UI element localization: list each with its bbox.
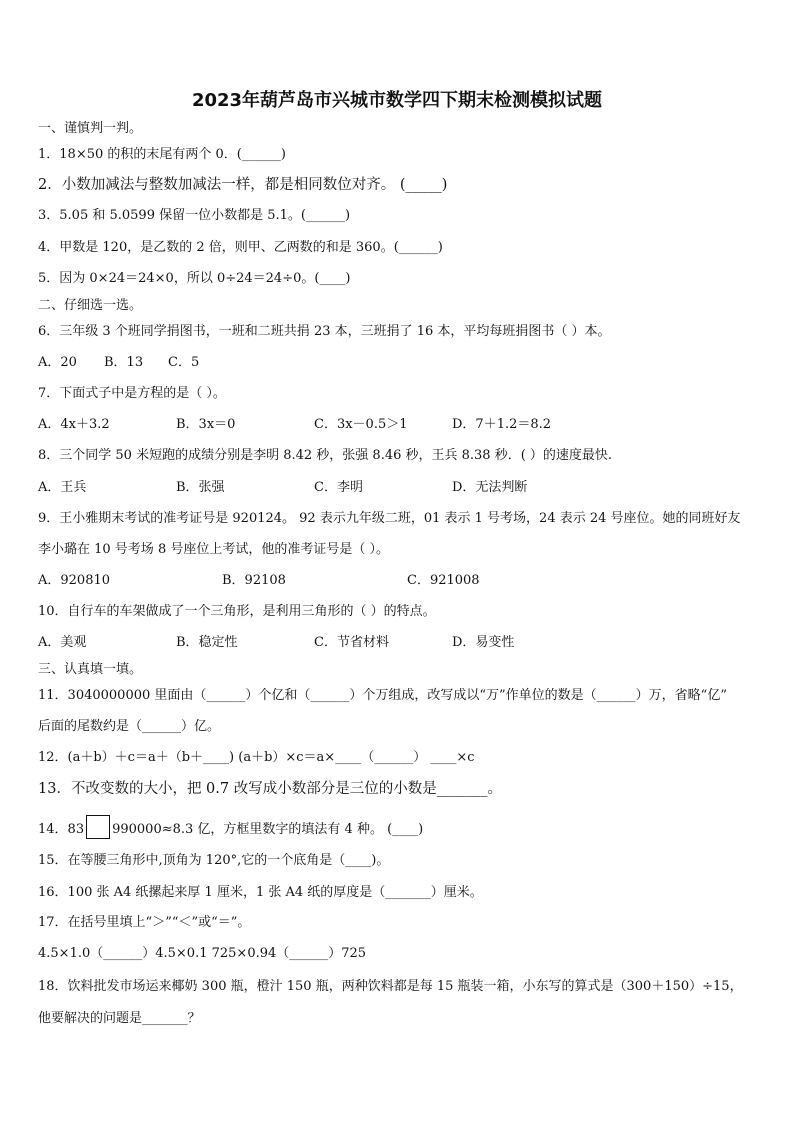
question-14 bbox=[38, 815, 423, 839]
question-17-line-2: 4.5×1.0（______）4.5×0.1 725×0.94（______）725 bbox=[38, 946, 367, 961]
answer-box[interactable] bbox=[86, 815, 110, 839]
question-10: 10．自行车的车架做成了一个三角形，是利用三角形的（ ）的特点。 bbox=[38, 604, 436, 619]
q10-option-a: A．美观 bbox=[38, 635, 87, 650]
q6-option-a: A．20 bbox=[38, 355, 77, 370]
q8-option-d: D．无法判断 bbox=[452, 480, 528, 495]
q7-option-a: A．4x＋3.2 bbox=[38, 417, 110, 432]
q14-prefix: 14．83 bbox=[38, 822, 85, 837]
question-6: 6．三年级 3 个班同学捐图书，一班和二班共捐 23 本，三班捐了 16 本，平均每班捐图书（ ）本。 bbox=[38, 324, 611, 339]
question-11-line-1: 11．3040000000 里面由（______）个亿和（______）个万组成，改写成以“万”作单位的数是（______）万，省略“亿” bbox=[38, 688, 727, 703]
q9-option-b: B．92108 bbox=[222, 573, 286, 588]
section-heading-judge: 一、谨慎判一判。 bbox=[38, 121, 143, 136]
section-heading-fill: 三、认真填一填。 bbox=[38, 662, 143, 677]
question-5: 5．因为 0×24＝24×0，所以 0÷24＝24÷0。(____) bbox=[38, 271, 351, 286]
q10-option-c: C．节省材料 bbox=[314, 635, 389, 650]
question-4: 4．甲数是 120，是乙数的 2 倍，则甲、乙两数的和是 360。(______) bbox=[38, 240, 443, 255]
section-heading-choose: 二、仔细选一选。 bbox=[38, 298, 143, 313]
question-3: 3．5.05 和 5.0599 保留一位小数都是 5.1。(______) bbox=[38, 208, 351, 223]
question-7: 7．下面式子中是方程的是（ ）。 bbox=[38, 386, 226, 401]
question-12: 12．(a＋b）＋c＝a＋（b＋____) (a＋b）×c＝a×____（______） ____×c bbox=[38, 750, 475, 765]
question-2: 2．小数加减法与整数加减法一样，都是相同数位对齐。 (_____) bbox=[38, 177, 448, 193]
question-17: 17．在括号里填上“＞”“＜”或“＝”。 bbox=[38, 915, 251, 930]
question-8: 8．三个同学 50 米短跑的成绩分别是李明 8.42 秒，张强 8.46 秒，王兵 8.38 秒．( ）的速度最快. bbox=[38, 448, 613, 463]
question-9-line-1: 9．王小雅期末考试的准考证号是 920124。 92 表示九年级二班，01 表示 1 号考场，24 表示 24 号座位。她的同班好友 bbox=[38, 511, 741, 526]
question-15: 15．在等腰三角形中,顶角为 120°,它的一个底角是（____)。 bbox=[38, 853, 390, 868]
q8-option-c: C．李明 bbox=[314, 480, 363, 495]
question-11-line-2: 后面的尾数约是（______）亿。 bbox=[38, 719, 221, 734]
question-1: 1．18×50 的积的末尾有两个 0．(______) bbox=[38, 147, 286, 162]
question-18-line-2: 他要解决的问题是_______？ bbox=[38, 1011, 201, 1026]
q6-option-c: C．5 bbox=[168, 355, 200, 370]
q7-option-d: D．7＋1.2＝8.2 bbox=[452, 417, 552, 432]
q10-option-b: B．稳定性 bbox=[176, 635, 238, 650]
q9-option-a: A．920810 bbox=[38, 573, 111, 588]
question-13: 13．不改变数的大小，把 0.7 改写成小数部分是三位的小数是_______。 bbox=[38, 781, 502, 797]
question-16: 16．100 张 A4 纸摞起来厚 1 厘米，1 张 A4 纸的厚度是（_______）厘米。 bbox=[38, 885, 483, 900]
q10-option-d: D．易变性 bbox=[452, 635, 515, 650]
q9-option-c: C．921008 bbox=[407, 573, 480, 588]
page-title: 2023年葫芦岛市兴城市数学四下期末检测模拟试题 bbox=[191, 90, 603, 111]
q7-option-b: B．3x＝0 bbox=[176, 417, 236, 432]
q7-option-c: C．3x－0.5＞1 bbox=[314, 417, 408, 432]
question-9-line-2: 李小璐在 10 号考场 8 号座位上考试，他的准考证号是（ ）。 bbox=[38, 542, 389, 557]
q6-option-b: B．13 bbox=[104, 355, 144, 370]
q8-option-a: A．王兵 bbox=[38, 480, 87, 495]
question-18-line-1: 18．饮料批发市场运来椰奶 300 瓶，橙汁 150 瓶，两种饮料都是每 15 瓶装一箱，小东写的算式是（300＋150）÷15， bbox=[38, 979, 743, 994]
q8-option-b: B．张强 bbox=[176, 480, 225, 495]
q14-suffix: 990000≈8.3 亿，方框里数字的填法有 4 种。 (____) bbox=[112, 822, 424, 837]
